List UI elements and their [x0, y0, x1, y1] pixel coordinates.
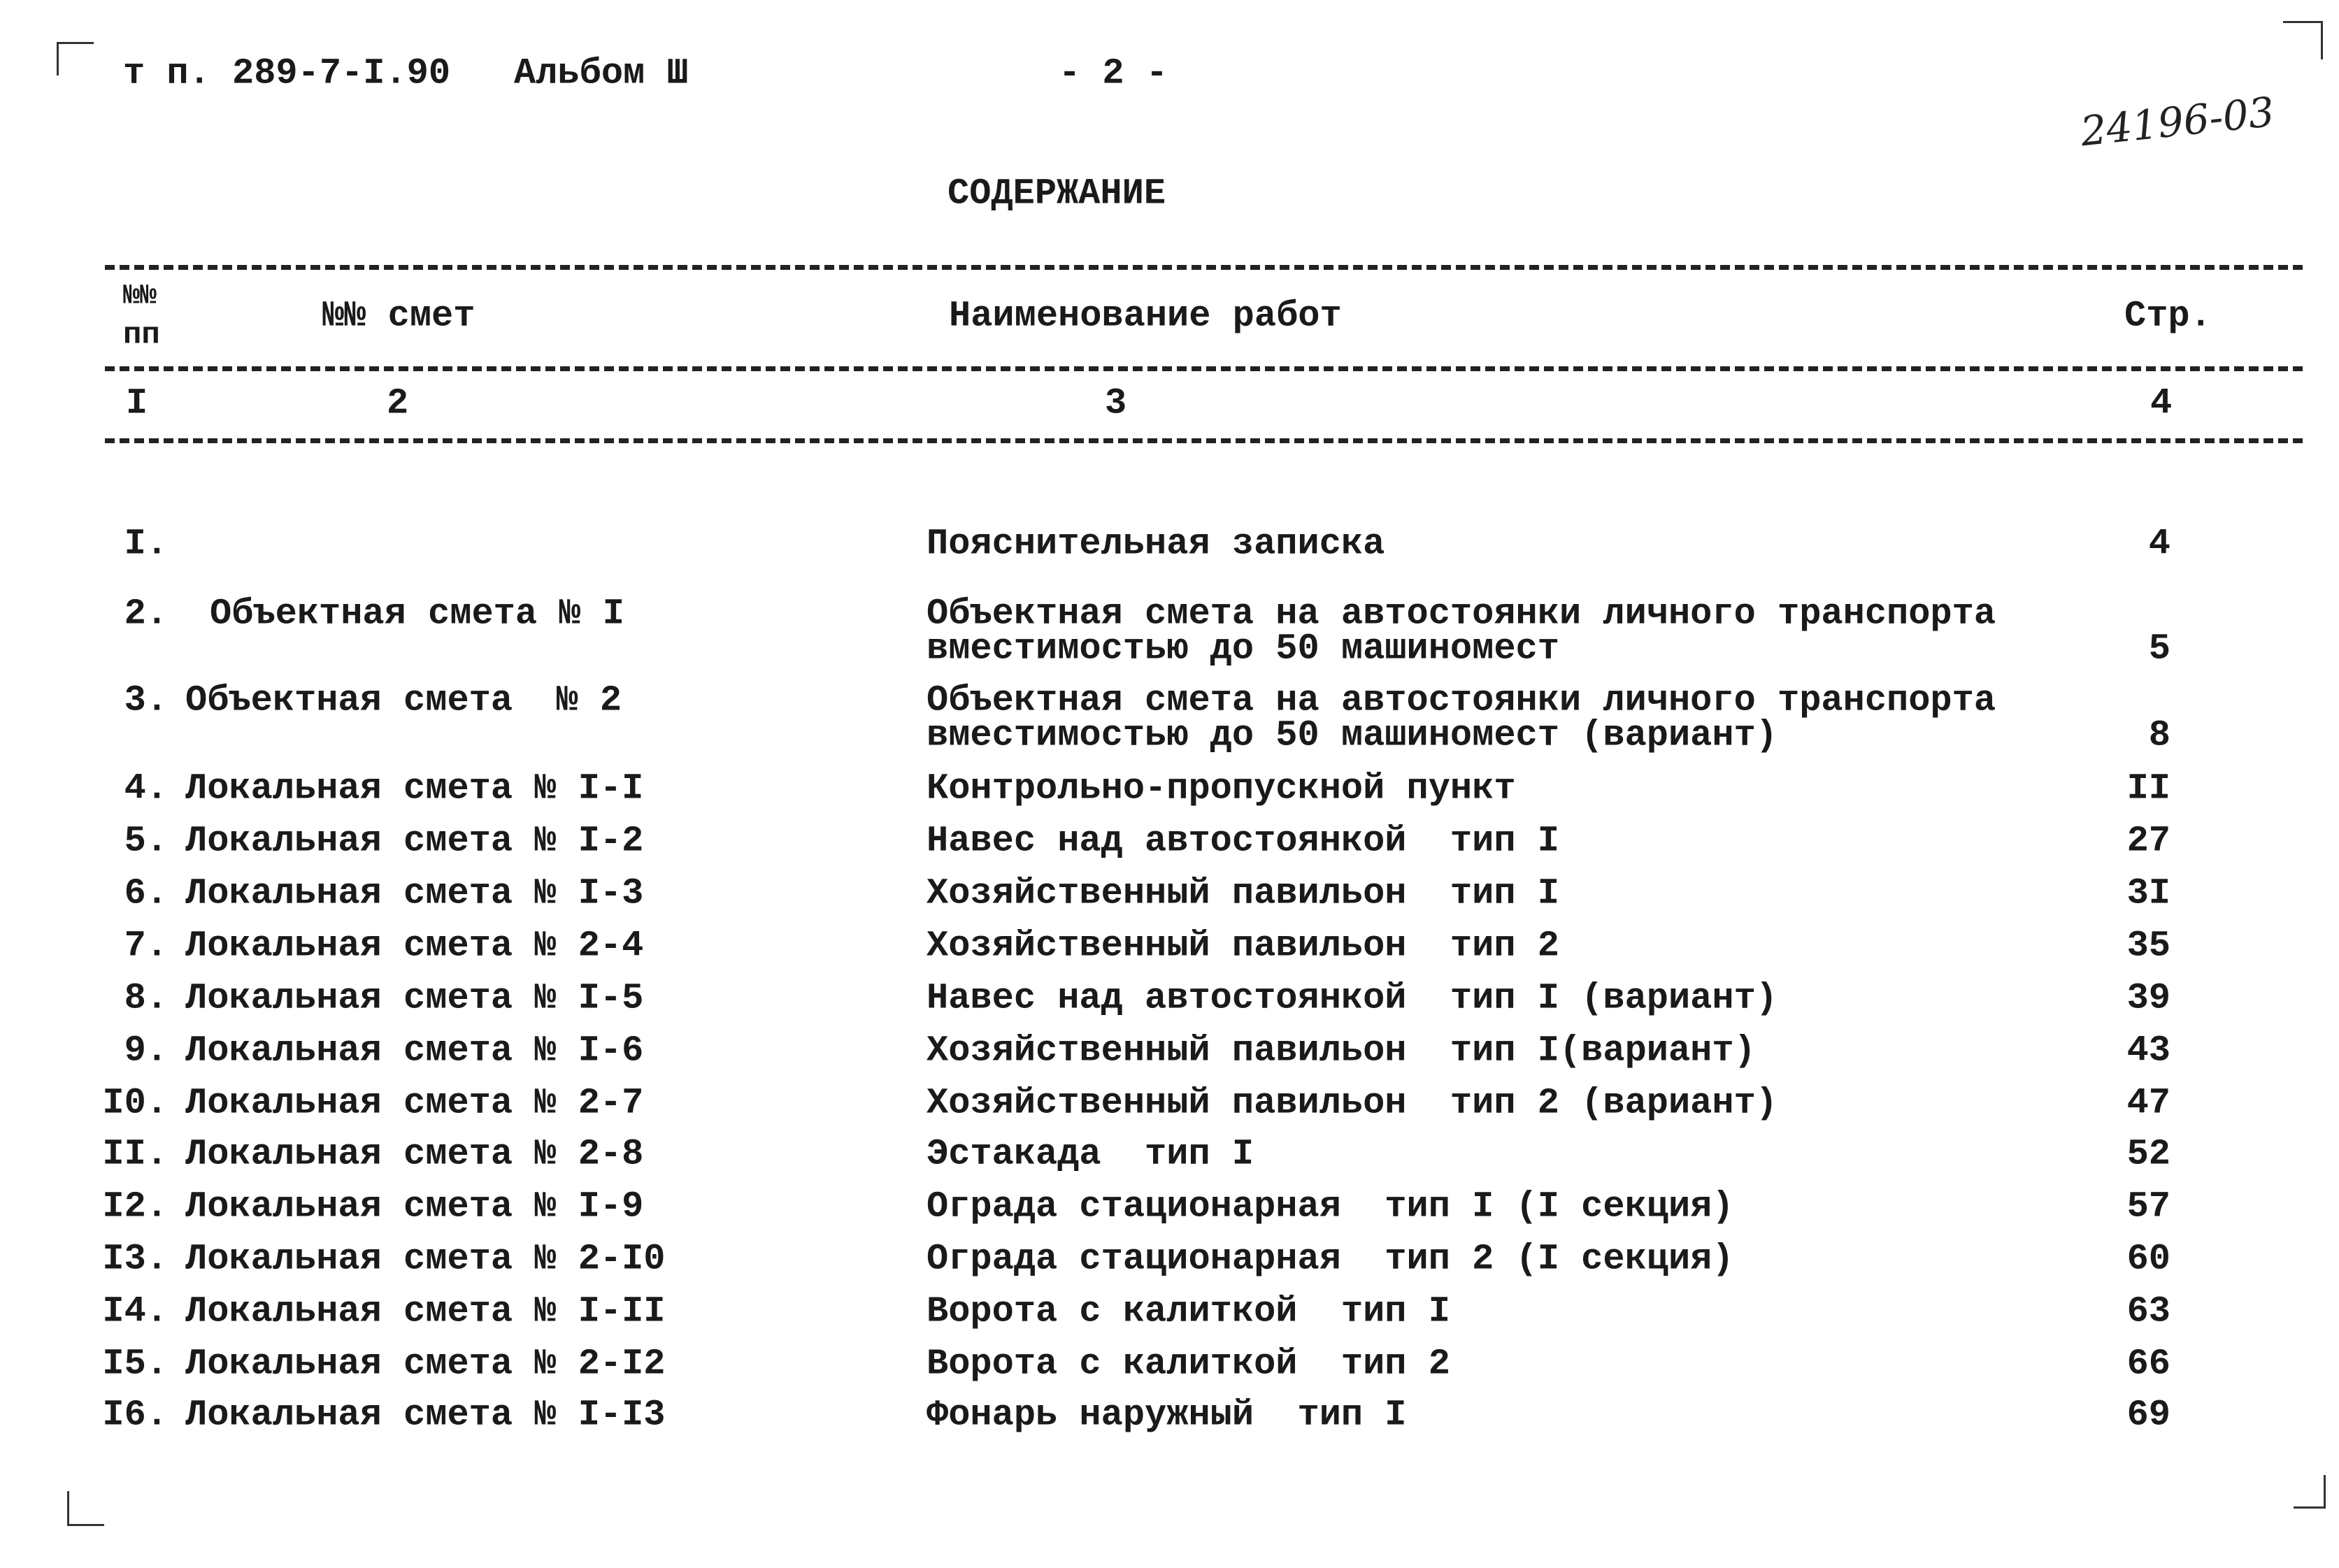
row-work-name: Контрольно-пропускной пункт [927, 768, 1516, 810]
row-number: 3. [124, 679, 168, 721]
row-page: 69 [2126, 1394, 2170, 1436]
column-header-page: Стр. [2124, 295, 2212, 337]
row-page: 4 [2148, 523, 2170, 565]
row-work-name: Ограда стационарная тип 2 (I секция) [927, 1238, 1734, 1280]
row-number: 4. [124, 768, 168, 810]
row-work-name: Фонарь наружный тип I [927, 1394, 1407, 1436]
row-page: 39 [2126, 977, 2170, 1019]
row-estimate: Локальная смета № 2-I0 [185, 1238, 666, 1280]
row-page: 3I [2126, 872, 2170, 914]
column-index-2: 2 [387, 382, 409, 424]
row-work-name: вместимостью до 50 машиномест (вариант) [927, 714, 1778, 756]
corner-mark-top-left [57, 42, 94, 75]
album-label: Альбом Ш [514, 52, 689, 94]
row-estimate: Локальная смета № 2-7 [185, 1082, 644, 1124]
row-estimate: Объектная смета № I [210, 593, 624, 635]
row-estimate: Локальная смета № I-9 [185, 1186, 644, 1228]
row-page: 63 [2126, 1290, 2170, 1332]
column-header-item-no: №№ [123, 280, 157, 312]
column-index-1: I [126, 382, 148, 424]
row-page: 52 [2126, 1133, 2170, 1175]
column-header-item-no-line2: пп [123, 317, 160, 353]
row-work-name: Эстакада тип I [927, 1133, 1254, 1175]
handwritten-number: 24196-03 [2078, 87, 2277, 156]
row-work-name: Навес над автостоянкой тип I [927, 820, 1559, 862]
corner-mark-bottom-left [67, 1491, 104, 1526]
row-estimate: Локальная смета № 2-I2 [185, 1343, 666, 1385]
column-header-work-name: Наименование работ [949, 295, 1342, 337]
row-estimate: Локальная смета № 2-4 [185, 925, 644, 967]
row-number: 5. [124, 820, 168, 862]
page-number: - 2 - [1059, 52, 1168, 94]
row-estimate: Локальная смета № I-2 [185, 820, 644, 862]
row-page: 60 [2126, 1238, 2170, 1280]
row-estimate: Локальная смета № I-5 [185, 977, 644, 1019]
row-page: 57 [2126, 1186, 2170, 1228]
document-code: т п. 289-7-I.90 [123, 52, 451, 94]
row-number: I2. [102, 1186, 168, 1228]
row-number: 9. [124, 1030, 168, 1072]
row-number: 2. [124, 593, 168, 635]
row-number: 8. [124, 977, 168, 1019]
row-number: I0. [102, 1082, 168, 1124]
row-work-name: Хозяйственный павильон тип I [927, 872, 1559, 914]
row-number: I4. [102, 1290, 168, 1332]
row-page: 43 [2126, 1030, 2170, 1072]
row-work-name: Ворота с калиткой тип 2 [927, 1343, 1450, 1385]
row-number: 7. [124, 925, 168, 967]
table-header-bottom-rule [105, 438, 2303, 443]
row-page: 35 [2126, 925, 2170, 967]
column-index-3: 3 [1105, 382, 1127, 424]
row-work-name: Хозяйственный павильон тип I(вариант) [927, 1030, 1756, 1072]
row-number: I6. [102, 1394, 168, 1436]
row-number: 6. [124, 872, 168, 914]
row-work-name: Объектная смета на автостоянки личного транспорта [927, 593, 1996, 635]
row-work-name: Хозяйственный павильон тип 2 [927, 925, 1559, 967]
row-number: II. [102, 1133, 168, 1175]
corner-mark-bottom-right [2294, 1475, 2326, 1509]
row-page: 5 [2148, 628, 2170, 670]
column-header-estimate-no: №№ смет [322, 295, 475, 337]
row-estimate: Объектная смета № 2 [185, 679, 622, 721]
row-page: 8 [2148, 714, 2170, 756]
row-work-name: вместимостью до 50 машиномест [927, 628, 1559, 670]
row-estimate: Локальная смета № I-I [185, 768, 644, 810]
row-estimate: Локальная смета № I-3 [185, 872, 644, 914]
corner-mark-top-right [2283, 21, 2323, 59]
row-work-name: Ворота с калиткой тип I [927, 1290, 1450, 1332]
row-work-name: Навес над автостоянкой тип I (вариант) [927, 977, 1778, 1019]
row-number: I5. [102, 1343, 168, 1385]
header-divider-rule [105, 366, 2303, 371]
row-estimate: Локальная смета № I-6 [185, 1030, 644, 1072]
row-page: 27 [2126, 820, 2170, 862]
row-estimate: Локальная смета № I-II [185, 1290, 666, 1332]
row-work-name: Объектная смета на автостоянки личного транспорта [927, 679, 1996, 721]
row-estimate: Локальная смета № 2-8 [185, 1133, 644, 1175]
row-page: II [2126, 768, 2170, 810]
column-index-4: 4 [2150, 382, 2173, 424]
row-work-name: Хозяйственный павильон тип 2 (вариант) [927, 1082, 1778, 1124]
row-page: 66 [2126, 1343, 2170, 1385]
table-top-rule [105, 265, 2303, 270]
row-work-name: Пояснительная записка [927, 523, 1385, 565]
page-title: СОДЕРЖАНИЕ [947, 173, 1166, 215]
row-estimate: Локальная смета № I-I3 [185, 1394, 666, 1436]
row-page: 47 [2126, 1082, 2170, 1124]
row-number: I. [124, 523, 168, 565]
row-number: I3. [102, 1238, 168, 1280]
row-work-name: Ограда стационарная тип I (I секция) [927, 1186, 1734, 1228]
